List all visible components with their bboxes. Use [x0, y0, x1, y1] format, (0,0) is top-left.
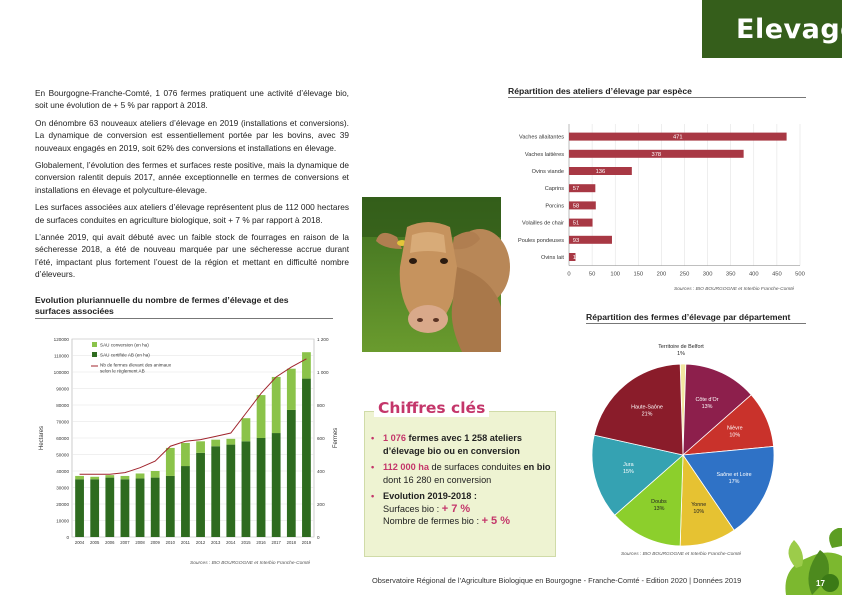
bar-sau-certifiee — [242, 441, 251, 537]
y-tick-label: 0 — [66, 534, 69, 540]
bar-sau-certifiee — [166, 476, 175, 537]
x-tick-label: 200 — [656, 271, 667, 278]
bar-sau-conversion — [166, 448, 175, 476]
slice-value-label: 10% — [693, 509, 705, 516]
x-tick-label: 2008 — [135, 540, 145, 545]
y2-tick-label: 0 — [317, 534, 320, 540]
bullet-icon: • — [371, 491, 375, 501]
x-tick-label: 2011 — [180, 540, 190, 545]
bullet-icon: • — [371, 462, 375, 472]
category-label: Vaches laitières — [524, 151, 564, 158]
bar-sau-conversion — [196, 441, 205, 453]
category-label: Caprins — [544, 186, 564, 193]
ateliers-bar-chart — [480, 122, 820, 282]
bar-value-label: 471 — [672, 134, 683, 141]
bar-sau-certifiee — [90, 479, 99, 537]
category-label: Ovins viande — [531, 169, 564, 175]
y2-tick-label: 800 — [317, 402, 325, 408]
bar-value-label: 14 — [572, 255, 580, 261]
x-tick-label: 2005 — [90, 540, 100, 545]
x-tick-label: 50 — [588, 271, 596, 278]
bar-sau-certifiee — [151, 478, 160, 537]
legend-swatch — [92, 342, 97, 347]
bar-sau-certifiee — [196, 453, 205, 537]
bar-sau-conversion — [105, 475, 114, 477]
bar-sau-certifiee — [211, 446, 220, 537]
y2-axis-label: Fermes — [333, 427, 339, 449]
y2-tick-label: 1 200 — [317, 336, 329, 342]
slice-label: Jura — [623, 462, 634, 469]
slice-label: Territoire de Belfort — [658, 344, 704, 350]
heading-underline — [35, 318, 333, 319]
y-tick-label: 70000 — [56, 419, 69, 425]
category-label: Porcins — [545, 203, 564, 210]
chart-title-evolution-line1: Evolution pluriannuelle du nombre de fermes d’élevage et des — [35, 295, 289, 305]
page-footer: Observatoire Régional de l’Agriculture Biologique en Bourgogne - Franche-Comté - Edition 2020 | Données 2019 — [372, 576, 742, 585]
chart-title-departement: Répartition des fermes d’élevage par département — [586, 312, 791, 322]
slice-value-label: 13% — [701, 403, 713, 410]
intro-paragraph: Les surfaces associées aux ateliers d’élevage représentent plus de 112 000 hectares de surfaces conduites en agriculture biologique, soit + 7 % par rapport à 2018. — [35, 202, 349, 225]
slice-label: Saône et Loire — [716, 472, 752, 479]
section-banner — [702, 0, 859, 58]
bar-sau-certifiee — [302, 379, 311, 537]
x-tick-label: 400 — [748, 271, 759, 278]
x-tick-label: 300 — [702, 271, 713, 278]
y-tick-label: 100000 — [53, 369, 69, 375]
key-figure-fermes — [371, 432, 555, 457]
bar-value-label: 57 — [572, 186, 580, 193]
y-tick-label: 40000 — [56, 468, 69, 474]
bar-sau-conversion — [121, 476, 130, 479]
slice-label: Yonne — [691, 502, 707, 509]
x-tick-label: 2018 — [286, 540, 296, 545]
intro-paragraph: En Bourgogne-Franche-Comté, 1 076 fermes pratiquent une activité d’élevage bio, soit une évolution de + 5 % par rapport à 2018. — [35, 88, 349, 111]
y-tick-label: 90000 — [56, 386, 69, 392]
leaf-decoration-icon — [772, 528, 842, 595]
evolution-chart — [34, 330, 346, 560]
slice-value-label: 21% — [641, 411, 653, 418]
y-tick-label: 10000 — [56, 518, 69, 524]
intro-paragraph: On dénombre 63 nouveaux ateliers d’élevage en 2019 (installations et conversions). La dynamique de conversion est essentiellement portée par les bovins, avec 39 nouveaux engagés en 2019, soit 62% des conversions et installations en élevage. — [35, 117, 349, 153]
bar-value-label: 378 — [651, 151, 662, 158]
bar-sau-conversion — [181, 443, 190, 466]
x-tick-label: 350 — [725, 271, 736, 278]
source-note: Sources : BIO BOURGOGNE et Interbio Franche-Comté — [621, 552, 742, 557]
legend-label: selon le règlement AB — [100, 368, 145, 374]
bar-sau-conversion — [257, 395, 266, 438]
category-label: Poules pondeuses — [517, 237, 564, 244]
slice-label: Nièvre — [726, 425, 743, 432]
heading-underline — [586, 323, 806, 324]
key-figure-surfaces — [371, 461, 555, 486]
category-label: Vaches allaitantes — [519, 134, 564, 141]
key-figure-value: 112 000 ha — [383, 462, 429, 472]
x-tick-label: 2016 — [256, 540, 266, 545]
slice-label: Haute-Saône — [631, 404, 663, 411]
bar-sau-certifiee — [181, 466, 190, 537]
y-tick-label: 60000 — [56, 435, 69, 441]
bar-sau-certifiee — [272, 433, 281, 537]
slice-value-label: 10% — [729, 432, 741, 439]
y-tick-label: 120000 — [53, 336, 69, 342]
slice-value-label: 15% — [622, 469, 634, 476]
bar-sau-conversion — [272, 377, 281, 433]
bar-sau-certifiee — [257, 438, 266, 537]
key-figures-list — [371, 432, 555, 532]
x-tick-label: 2012 — [195, 540, 206, 545]
key-figure-text: dont 16 280 en conversion — [383, 474, 492, 485]
legend-label: SAU certifiée AB (en ha) — [100, 352, 150, 358]
bar-sau-conversion — [211, 440, 220, 447]
key-figure-value: 1 076 — [383, 433, 406, 443]
bar-sau-conversion — [226, 439, 235, 445]
legend-label: SAU conversion (en ha) — [100, 342, 149, 348]
bar-sau-conversion — [302, 352, 311, 378]
y2-tick-label: 600 — [317, 435, 325, 441]
slice-label: Côte d’Or — [695, 396, 719, 403]
heading-underline — [508, 97, 806, 98]
y2-tick-label: 1 000 — [317, 369, 329, 375]
y2-tick-label: 400 — [317, 468, 325, 474]
x-tick-label: 2015 — [241, 540, 251, 545]
x-tick-label: 2009 — [150, 540, 160, 545]
bar-sau-certifiee — [287, 410, 296, 537]
y-tick-label: 20000 — [56, 501, 69, 507]
x-tick-label: 2010 — [165, 540, 175, 545]
bar-value-label: 93 — [572, 237, 580, 244]
key-figure-line: Surfaces bio : + 7 % — [383, 502, 471, 515]
y-tick-label: 80000 — [56, 402, 69, 408]
y-tick-label: 50000 — [56, 452, 69, 458]
source-note: Sources : BIO BOURGOGNE et Interbio Franche-Comté — [190, 561, 311, 566]
bar-sau-conversion — [75, 476, 84, 479]
key-figure-evolution — [371, 490, 555, 528]
x-tick-label: 0 — [567, 271, 571, 278]
x-tick-label: 2013 — [211, 540, 221, 545]
intro-text — [35, 87, 349, 286]
slice-value-label: 17% — [728, 479, 740, 486]
key-figure-title: Evolution 2019-2018 : — [383, 491, 477, 501]
bar-sau-conversion — [242, 418, 251, 441]
bar-value-label: 58 — [572, 203, 580, 210]
category-label: Volailles de chair — [522, 220, 564, 227]
bullet-icon: • — [371, 433, 375, 443]
key-figure-text: fermes avec 1 258 ateliers d’élevage bio ou en conversion — [383, 433, 522, 456]
bar-sau-conversion — [287, 369, 296, 410]
intro-paragraph: Globalement, l’évolution des fermes et surfaces reste positive, mais la dynamique de conversion ralentit depuis 2017, année exceptionnelle en termes de conversions et installations en élevage et polyculture-élevage. — [35, 160, 349, 195]
key-figures-title: Chiffres clés — [374, 399, 489, 417]
bar-value-label: 136 — [595, 169, 606, 175]
legend-swatch — [92, 352, 97, 357]
x-tick-label: 250 — [679, 271, 690, 278]
key-figure-text: de surfaces conduites — [428, 462, 524, 472]
departement-pie-chart — [580, 335, 810, 545]
bar-value-label: 51 — [572, 220, 580, 227]
bar-sau-conversion — [90, 477, 99, 479]
bar-sau-certifiee — [136, 478, 145, 537]
y2-tick-label: 200 — [317, 501, 325, 507]
section-title: Elevage — [736, 13, 859, 45]
bar-sau-certifiee — [226, 445, 235, 537]
category-label: Ovins lait — [540, 255, 564, 261]
chart-title-evolution-line2: surfaces associées — [35, 306, 114, 316]
bar-sau-conversion — [136, 473, 145, 478]
source-note: Sources : BIO BOURGOGNE et Interbio Franche-Comté — [674, 287, 795, 292]
bar-sau-conversion — [151, 471, 160, 478]
y-tick-label: 30000 — [56, 485, 69, 491]
key-figure-text: en bio — [523, 462, 551, 472]
x-tick-label: 2006 — [105, 540, 115, 545]
x-tick-label: 2004 — [74, 540, 85, 545]
key-figure-line: Nombre de fermes bio : + 5 % — [383, 515, 510, 527]
slice-value-label: 1% — [677, 351, 685, 357]
page-number: 17 — [816, 579, 825, 588]
x-tick-label: 2017 — [271, 540, 281, 545]
y-axis-label: Hectares — [39, 425, 45, 451]
x-tick-label: 2007 — [120, 540, 130, 545]
x-tick-label: 450 — [772, 271, 782, 278]
intro-paragraph: L’année 2019, qui avait débuté avec un faible stock de fourrages en raison de la sécheresse 2018, a été de nouveau marquée par une sécheresse accrue durant l’été, impactant plus fortement l’ouest de la région et mettant en difficulté nombre d’éleveurs. — [35, 232, 349, 280]
bar-sau-certifiee — [105, 478, 114, 537]
slice-value-label: 13% — [653, 506, 665, 513]
bar-sau-certifiee — [75, 479, 84, 537]
x-tick-label: 2019 — [301, 540, 312, 545]
x-tick-label: 150 — [633, 271, 644, 278]
legend-label: Nb de fermes élevant des animaux — [100, 362, 171, 368]
x-tick-label: 2014 — [226, 540, 236, 545]
y-tick-label: 110000 — [54, 353, 69, 359]
slice-label: Doubs — [651, 499, 667, 506]
x-tick-label: 500 — [795, 271, 805, 278]
bar-sau-certifiee — [121, 479, 130, 537]
chart-title-ateliers: Répartition des ateliers d’élevage par espèce — [508, 86, 692, 96]
x-tick-label: 100 — [610, 271, 621, 278]
